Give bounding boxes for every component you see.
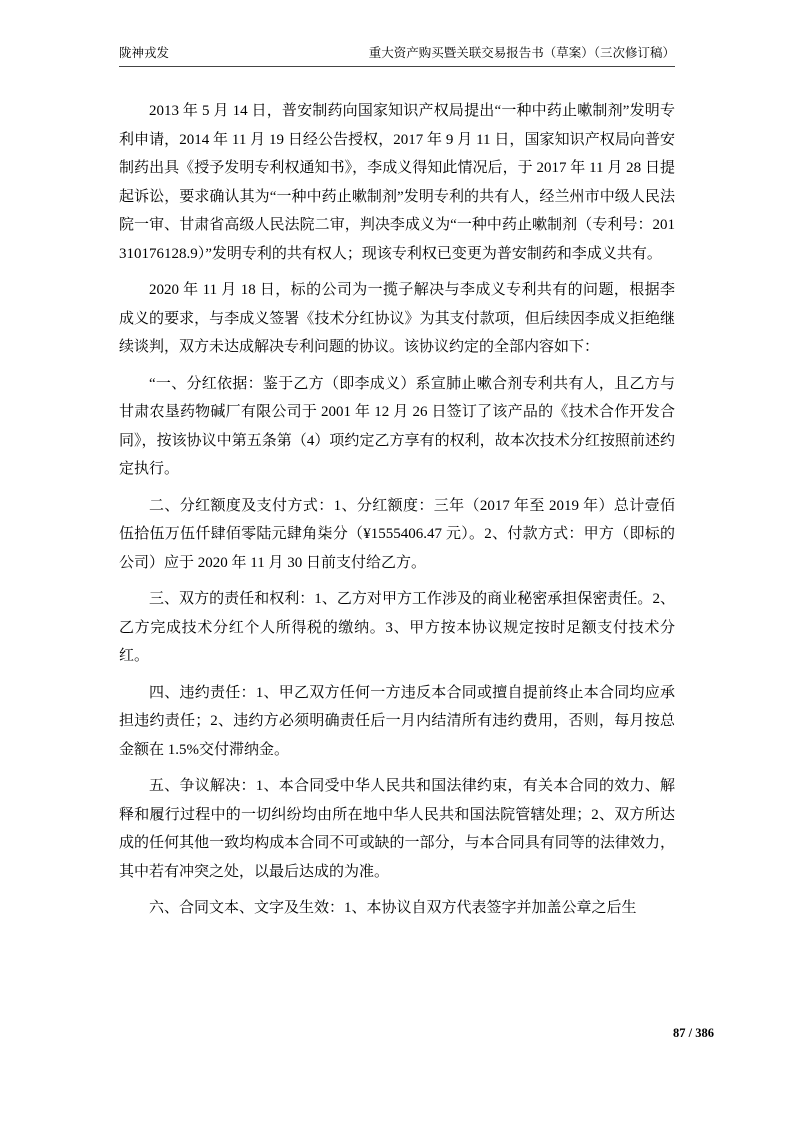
header-company-name: 陇神戎发 [119, 46, 170, 60]
page-header [119, 46, 675, 67]
header-document-title: 重大资产购买暨关联交易报告书（草案）（三次修订稿） [368, 46, 675, 60]
paragraph-clause-6-contract-effectiveness: 六、合同文本、文字及生效：1、本协议自双方代表签字并加盖公章之后生 [149, 900, 637, 916]
paragraph-patent-history: 2013 年 5 月 14 日，普安制药向国家知识产权局提出“一种中药止嗽制剂”发明专利申请，2014 年 11 月 19 日经公告授权，2017 年 9 月 11 日，国家知识产权局向普安制药出具《授予发明专利权通知书》，李成义得知此情况后，于 2017 年 11 月 28 日提起诉讼，要求确认其为“一种中药止嗽制剂”发明专利的共有人，经兰州市中级人民法院一审、甘肃省高级人民法院二审，判决李成义为“一种中药止嗽制剂（专利号：201310176128.9）”发明专利的共有权人；现该专利权已变更为普安制药和李成义共有。 [119, 103, 675, 262]
paragraph-clause-5-dispute-resolution: 五、争议解决：1、本合同受中华人民共和国法律约束，有关本合同的效力、解释和履行过程中的一切纠纷均由所在地中华人民共和国法院管辖处理；2、双方所达成的任何其他一致均构成本合同不可或缺的一部分，与本合同具有同等的法律效力，其中若有冲突之处，以最后达成的为准。 [119, 778, 675, 880]
page-number: 87 / 386 [673, 1026, 714, 1040]
paragraph-agreement-background: 2020 年 11 月 18 日，标的公司为一揽子解决与李成义专利共有的问题，根据李成义的要求，与李成义签署《技术分红协议》为其支付款项，但后续因李成义拒绝继续谈判，双方未达成解决专利问题的协议。该协议约定的全部内容如下： [119, 282, 675, 355]
paragraph-clause-2-dividend-amount: 二、分红额度及支付方式：1、分红额度：三年（2017 年至 2019 年）总计壹佰伍拾伍万伍仟肆佰零陆元肆角柒分（¥1555406.47 元）。2、付款方式：甲方（即标的公司）应于 2020 年 11 月 30 日前支付给乙方。 [119, 497, 675, 571]
document-body [119, 97, 675, 923]
paragraph-clause-1-dividend-basis: “一、分红依据：鉴于乙方（即李成义）系宣肺止嗽合剂专利共有人，且乙方与甘肃农垦药物碱厂有限公司于 2001 年 12 月 26 日签订了该产品的《技术合作开发合同》，按该协议中第五条第（4）项约定乙方享有的权利，故本次技术分红按照前述约定执行。 [119, 375, 675, 477]
paragraph-clause-3-responsibilities: 三、双方的责任和权利：1、乙方对甲方工作涉及的商业秘密承担保密责任。2、乙方完成技术分红个人所得税的缴纳。3、甲方按本协议规定按时足额支付技术分红。 [119, 591, 675, 664]
paragraph-clause-4-breach-liability: 四、违约责任：1、甲乙双方任何一方违反本合同或擅自提前终止本合同均应承担违约责任；2、违约方必须明确责任后一月内结清所有违约费用，否则，每月按总金额在 1.5%交付滞纳金。 [119, 684, 675, 758]
